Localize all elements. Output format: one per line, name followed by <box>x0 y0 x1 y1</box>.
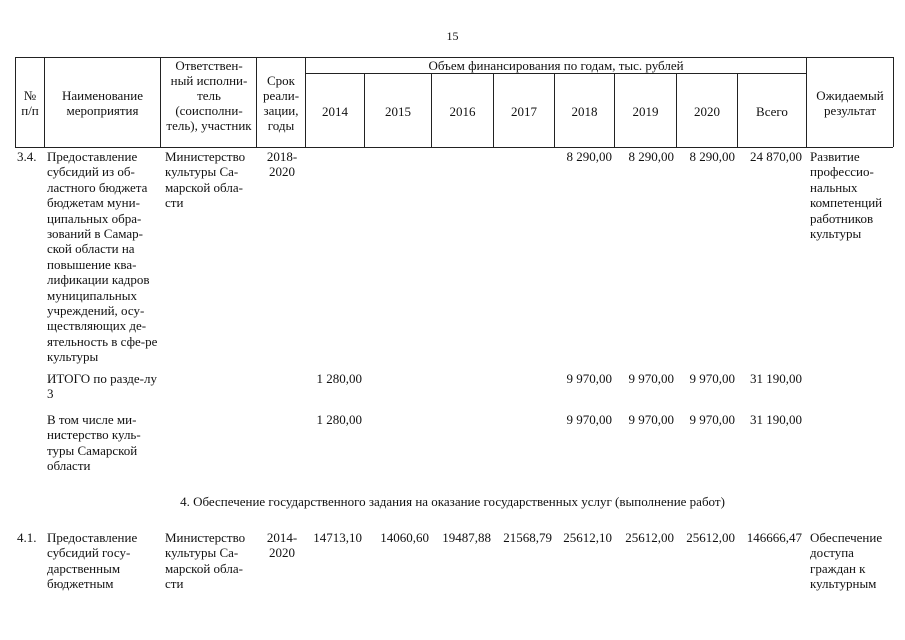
row-value-2017: 21568,79 <box>503 530 552 545</box>
row-value-total: 146666,47 <box>746 530 802 545</box>
column-divider <box>256 57 257 147</box>
row-value-2020: 9 970,00 <box>689 371 735 386</box>
header-year: 2019 <box>632 104 659 119</box>
column-divider <box>44 57 45 147</box>
row-value-total: 24 870,00 <box>750 149 802 164</box>
header-year: 2018 <box>571 104 598 119</box>
row-number: 4.1. <box>17 530 37 545</box>
header-year: 2020 <box>694 104 720 119</box>
row-value-2014: 1 280,00 <box>316 371 362 386</box>
header-name: Наименование мероприятия <box>62 88 143 118</box>
row-value-2018: 8 290,00 <box>566 149 612 164</box>
row-responsible: Министерство культуры Са-марской обла-сти <box>165 530 246 592</box>
row-value-2020: 9 970,00 <box>689 412 735 427</box>
row-value-2019: 9 970,00 <box>628 371 674 386</box>
row-number: 3.4. <box>17 149 37 164</box>
row-value-2019: 25612,00 <box>625 530 674 545</box>
row-value-2020: 25612,00 <box>686 530 735 545</box>
row-name: В том числе ми-нистерство куль-туры Самарской области <box>47 412 141 474</box>
row-name: Предоставление субсидий госу-дарственным бюджетным <box>47 530 138 592</box>
row-value-2019: 8 290,00 <box>628 149 674 164</box>
column-divider <box>893 57 894 147</box>
row-value-total: 31 190,00 <box>750 371 802 386</box>
row-value-2019: 9 970,00 <box>628 412 674 427</box>
header-year: 2017 <box>511 104 537 119</box>
header-term: Срок реали-зации, годы <box>262 73 300 133</box>
row-term: 2014-2020 <box>266 530 298 561</box>
column-divider <box>160 57 161 147</box>
header-total: Всего <box>756 104 788 119</box>
header-bottom-border <box>15 147 893 148</box>
row-value-2016: 19487,88 <box>442 530 491 545</box>
row-value-2014: 14713,10 <box>313 530 362 545</box>
column-divider <box>15 57 16 147</box>
row-result: Обеспечение доступа граждан к культурным <box>810 530 883 592</box>
row-value-2015: 14060,60 <box>380 530 429 545</box>
row-name: Предоставление субсидий из об-ластного бюджета бюджетам муни-ципальных обра-зований в Самар-ской области на повышение ква-лификации кадров муниципальных учреждений, осу-ществляющих де-ятельность в сфе-ре культуры <box>47 149 158 365</box>
row-value-total: 31 190,00 <box>750 412 802 427</box>
header-result: Ожидаемый результат <box>816 88 884 118</box>
header-responsible: Ответствен-ный исполни-тель (соисполни-тель), участник <box>166 58 252 133</box>
header-year: 2014 <box>322 104 348 119</box>
header-funding-title: Объем финансирования по годам, тыс. рублей <box>428 58 684 73</box>
row-value-2018: 9 970,00 <box>566 412 612 427</box>
row-value-2020: 8 290,00 <box>689 149 735 164</box>
row-result: Развитие профессио-нальных компетенций работников культуры <box>810 149 883 242</box>
row-value-2018: 9 970,00 <box>566 371 612 386</box>
header-year: 2016 <box>449 104 476 119</box>
row-value-2014: 1 280,00 <box>316 412 362 427</box>
header-year: 2015 <box>385 104 411 119</box>
page-number: 15 <box>446 29 459 43</box>
row-responsible: Министерство культуры Са-марской обла-сти <box>165 149 246 211</box>
header-funding-underline <box>305 73 806 74</box>
column-divider <box>806 57 807 147</box>
row-term: 2018-2020 <box>266 149 298 180</box>
section-title: 4. Обеспечение государственного задания на оказание государственных услуг (выполнение работ) <box>180 494 725 509</box>
row-value-2018: 25612,10 <box>563 530 612 545</box>
header-no: № п/п <box>21 88 39 118</box>
row-name: ИТОГО по разде-лу 3 <box>47 371 157 402</box>
